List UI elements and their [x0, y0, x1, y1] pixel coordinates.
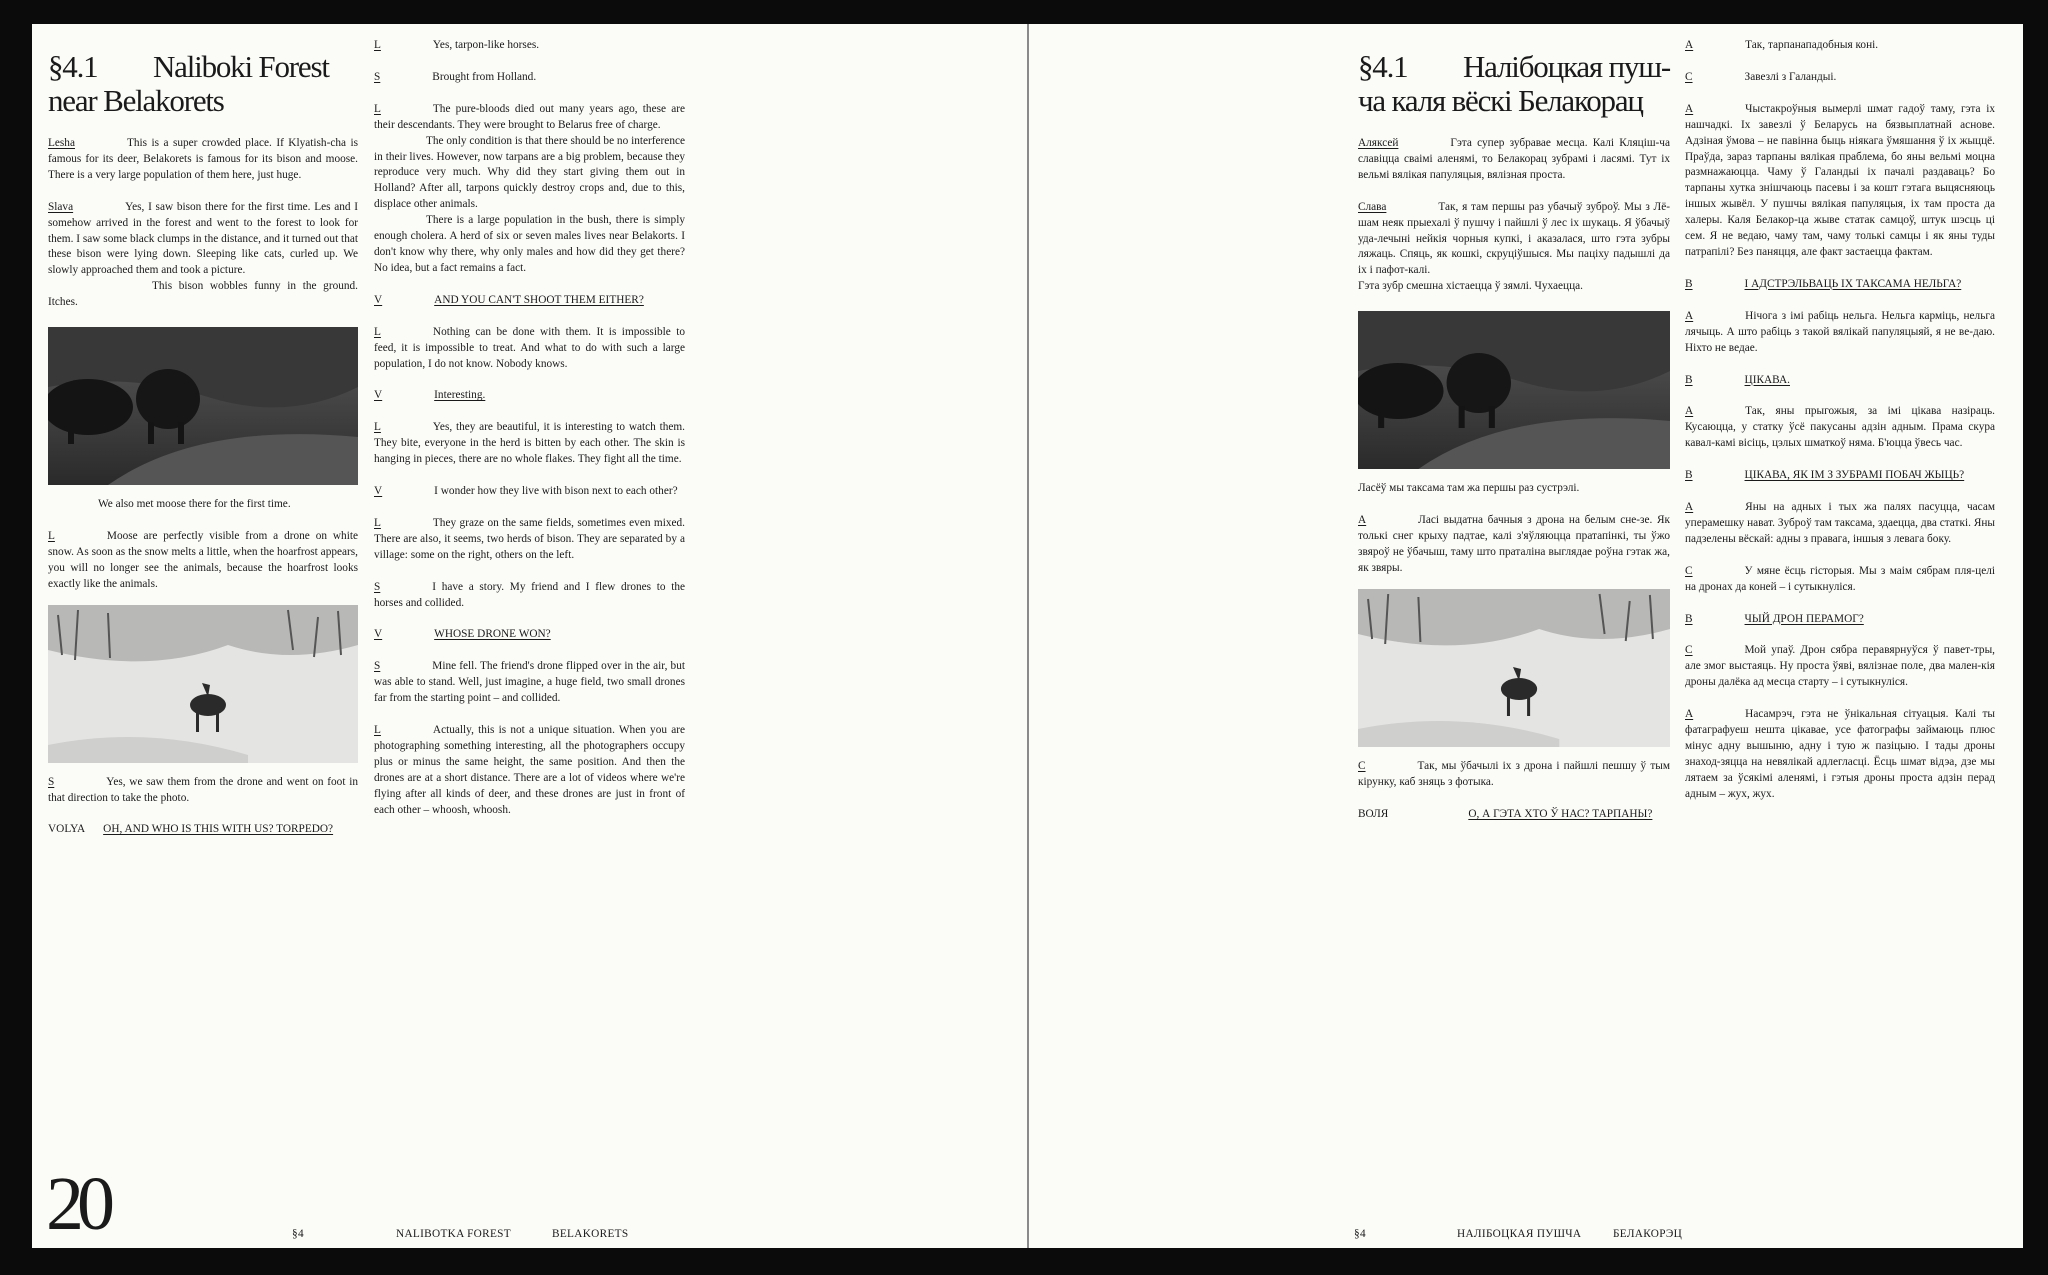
dialogue-text: They graze on the same fields, sometimes even mixed. There are also, it seems, two herds of bison. They are separated by a village: some on the right, others on the left.: [374, 516, 685, 561]
dialogue-text: Brought from Holland.: [432, 70, 537, 83]
dialogue-text: Yes, they are beautiful, it is interesting to watch them. They bite, everyone in the herd is bitten by each other. The skin is hanging in pieces, there are no whole flakes. They fight all the time.: [374, 421, 685, 466]
dialogue-text: Мой упаў. Дрон сябра перавярнуўся ў павет-тры, але змог выстаяць. Ну проста ўяві, вялізнае поле, два мален-кія дроны далёка ад месца старту – і сутыкнуліся.: [1685, 644, 1995, 689]
dialogue-text: The pure-bloods died out many years ago, these are their descendants. They were brought to Belarus free of charge.: [374, 102, 685, 131]
speaker-name: А: [1685, 501, 1694, 514]
dialogue-entry: [1685, 373, 1995, 389]
dialogue-entry: [1685, 102, 1995, 261]
dialogue-entry: [1685, 309, 1995, 357]
speaker-name: V: [374, 389, 383, 402]
speaker-name: А: [1685, 405, 1694, 418]
dialogue-entry: [374, 70, 685, 86]
dialogue-entry: [1358, 807, 1670, 823]
dialogue-entry: [374, 659, 685, 707]
speaker-name: Lesha: [48, 137, 75, 149]
dialogue-entry: [1685, 277, 1995, 293]
speaker-name: А: [1358, 514, 1367, 527]
interviewer-question: AND YOU CAN'T SHOOT THEM EITHER?: [434, 293, 644, 306]
dialogue-text: I wonder how they live with bison next to each other?: [434, 485, 678, 498]
dialogue-entry: [1358, 513, 1670, 577]
interviewer-question: ЦІКАВА.: [1744, 373, 1790, 386]
right-column-1: [1358, 40, 1670, 838]
dialogue-entry: [374, 325, 685, 373]
dialogue-text-continued: There is a large population in the bush, there is simply enough cholera. A herd of six or seven males lives near Belakorts. I don't know why there, why only males and how did they get there? No idea, but a fact remains a fact.: [374, 214, 685, 274]
interviewer-question: ЧЫЙ ДРОН ПЕРАМОГ?: [1744, 612, 1864, 625]
speaker-name: S: [48, 775, 55, 788]
dialogue-entry: [1358, 136, 1670, 184]
speaker-name: Слава: [1358, 200, 1387, 213]
dialogue-text-continued: Гэта зубр смешна хістаецца ў зямлі. Чухаецца.: [1358, 280, 1583, 293]
dialogue-entry: [48, 200, 358, 311]
dialogue-entry: [1685, 564, 1995, 596]
interviewer-question: OH, AND WHO IS THIS WITH US? TORPEDO?: [103, 823, 334, 836]
dialogue-text: Яны на адных і тых жа палях пасуцца, часам уперамешку нават. Зуброў там таксама, здаецца, два статкі. Яны падзелены вёскай: адны з правага, іншыя з левага боку.: [1685, 501, 1995, 545]
speaker-name: А: [1685, 708, 1694, 721]
speaker-name: В: [1685, 612, 1693, 625]
interviewer-question: ЦІКАВА, ЯК ІМ З ЗУБРАМІ ПОБАЧ ЖЫЦЬ?: [1744, 469, 1965, 482]
dialogue-entry: [1685, 500, 1995, 548]
left-page: [32, 24, 1027, 1248]
photo-caption: We also met moose there for the first time.: [98, 498, 291, 511]
running-footer-place: BELAKORETS: [552, 1228, 629, 1240]
dialogue-entry: [374, 102, 685, 277]
speaker-name: А: [1685, 39, 1694, 51]
dialogue-text: Завезлі з Галандыі.: [1744, 70, 1837, 83]
dialogue-entry: [1685, 643, 1995, 691]
moose-photo: [48, 605, 358, 763]
dialogue-text: Yes, tarpon-like horses.: [432, 39, 540, 51]
dialogue-text: Mine fell. The friend's drone flipped over in the air, but was able to stand. Well, just imagine, a huge field, two small drones far from the starting point – and collided.: [374, 660, 685, 705]
dialogue-text: Nothing can be done with them. It is impossible to feed, it is impossible to treat. And what to do with such a large population, I do not know. Nobody knows.: [374, 325, 685, 370]
dialogue-entry: [374, 516, 685, 564]
speaker-name: S: [374, 660, 381, 673]
dialogue-text: Так, я там першы раз убачыў зуброў. Мы з Лё-шам неяк прыехалі ў пушчу і пайшлі ў лес іх шукаць. Я ўбачыў уда-лечыні нейкія чорныя купкі, і аказалася, што гэта зубры ляжаць. Спяць, як кошкі, скруціўшыся. Мы паціху падышлі да іх і пафот-калі.: [1358, 200, 1670, 277]
dialogue-text: Так, яны прыгожыя, за імі цікава назіраць. Кусаюцца, у статку ўсё пакусаны адзін адным. Прама скура кавал-камі вісіць, цэлых шматкоў няма. Б'юцца ўвесь час.: [1685, 405, 1995, 450]
dialogue-text: This is a super crowded place. If Klyatish-cha is famous for its deer, Belakorets is famous for its bison and moose. There is a very large population of them here, just huge.: [48, 137, 358, 181]
dialogue-entry: [1685, 38, 1995, 54]
dialogue-text: Yes, we saw them from the drone and went on foot in that direction to take the photo.: [48, 775, 358, 804]
right-page: [1029, 24, 2023, 1248]
dialogue-text: У мяне ёсць гісторыя. Мы з маім сябрам пля-целі на дронах да коней – і сутыкнуліся.: [1685, 564, 1995, 593]
speaker-name: В: [1685, 277, 1693, 290]
left-column-2: [374, 38, 685, 835]
left-column-1: [48, 40, 358, 854]
running-footer-section: §4: [1354, 1228, 1366, 1240]
dialogue-entry: [48, 775, 358, 807]
dialogue-entry: [1358, 200, 1670, 295]
speaker-name: L: [48, 529, 55, 542]
section-heading: [1358, 50, 1670, 118]
section-title: Налібоцкая пуш-ча каля вёскі Белакорац: [1358, 49, 1671, 118]
dialogue-entry: [374, 580, 685, 612]
speaker-name: Slava: [48, 200, 74, 213]
dialogue-text: Гэта супер зубравае месца. Калі Кляціш-ча славіцца сваімі аленямі, то Белакорац зубрамі і ласямі. Тут іх вельмі вялікая папуляцыя, вялізная проста.: [1358, 137, 1670, 181]
dialogue-text: Чыстакроўныя вымерлі шмат гадоў таму, гэта іх нашчадкі. Іх завезлі ў Беларусь на бязвыплатнай аснове. Адзіная ўмова – не павінна быць ніякага ўмяшання ў іх жыццё. Праўда, зараз тарпаны вялікая праблема, бо яны вельмі моцна размнажаюцца. Чаму ў Галандыі іх пачалі раздаваць? Бо тарпаны хутка знішчаюць пасевы і за кошт гэтага выцясняюць іншых жывёл. У пушчы вялікая папуляцыя, іх там проста да халеры. Каля Белакор-ца жыве статак самцоў, штук шэсць ці сем. Я не ведаю, чаму там, чаму толькі самцы і як яны туды патрапілі? Без паняцця, але факт застаецца фактам.: [1685, 102, 1995, 258]
speaker-name: V: [374, 485, 383, 498]
dialogue-text: Так, мы ўбачылі іх з дрона і пайшлі пешшу ў тым кірунку, каб зняць з фотыка.: [1358, 759, 1670, 788]
speaker-name: А: [1685, 309, 1694, 322]
dialogue-entry: [48, 529, 358, 593]
right-column-2: [1685, 38, 1995, 819]
speaker-name: С: [1685, 564, 1693, 577]
section-number: §4.1: [1358, 49, 1408, 84]
speaker-name: Аляксей: [1358, 137, 1399, 149]
speaker-name: С: [1358, 759, 1366, 772]
dialogue-text: I have a story. My friend and I flew drones to the horses and collided.: [374, 580, 685, 609]
dialogue-text: Нічога з імі рабіць нельга. Нельга карміць, нельга лячыць. А што рабіць з такой вялікай папуляцыяй, я не ве-даю. Ніхто не ведае.: [1685, 309, 1995, 354]
photo-caption: Ласёў мы таксама там жа першы раз сустрэлі.: [1358, 482, 1580, 495]
interviewer-question: Interesting.: [434, 389, 486, 402]
speaker-name: В: [1685, 469, 1693, 482]
speaker-name: V: [374, 293, 383, 306]
dialogue-text: Ласі выдатна бачныя з дрона на белым сне-зе. Як толькі снег крыху падтае, калі з'яўляюцца пратапінкі, ты ўжо звяроў не ўбачыш, таму што праталіна выглядае роўна гэтак жа, як звяры.: [1358, 514, 1670, 574]
running-footer-chapter: NALIBOTKA FOREST: [396, 1228, 511, 1240]
interviewer-question: І АДСТРЭЛЬВАЦЬ ІХ ТАКСАМА НЕЛЬГА?: [1744, 277, 1962, 290]
running-footer-section: §4: [292, 1228, 304, 1240]
dialogue-entry: [1685, 404, 1995, 452]
interviewer-question: WHOSE DRONE WON?: [434, 628, 551, 641]
dialogue-entry: [374, 627, 685, 643]
dialogue-entry: [374, 723, 685, 818]
dialogue-entry: [1685, 612, 1995, 628]
speaker-name: С: [1685, 70, 1693, 83]
dialogue-entry: [1685, 707, 1995, 802]
dialogue-entry: [48, 822, 358, 838]
dialogue-entry: [374, 38, 685, 54]
section-number: §4.1: [48, 49, 98, 84]
moose-photo: [1358, 589, 1670, 747]
speaker-name: V: [374, 628, 383, 641]
dialogue-text: Насамрэч, гэта не ўнікальная сітуацыя. Калі ты фатаграфуеш нешта цікавае, усе фатографы займаюць плюс мінус адну вышыню, адну і тую ж пазіцыю. І тады дроны знаход-зяцца на невялікай адлегласці. Ёсць шмат відэа, дзе мы лятаем за ўсякімі аленямі, і гэтыя дроны проста адзін перад адным – жух, жух.: [1685, 708, 1995, 800]
running-footer-place: БЕЛАКОРЭЦ: [1613, 1228, 1683, 1240]
interviewer-question: О, А ГЭТА ХТО Ў НАС? ТАРПАНЫ?: [1468, 807, 1653, 820]
dialogue-text-continued: This bison wobbles funny in the ground. Itches.: [48, 280, 358, 309]
speaker-name: А: [1685, 102, 1694, 115]
bison-photo: [1358, 311, 1670, 469]
speaker-name: С: [1685, 644, 1693, 657]
speaker-name: ВОЛЯ: [1358, 807, 1389, 820]
dialogue-entry: [374, 420, 685, 468]
dialogue-entry: [1685, 468, 1995, 484]
speaker-name: L: [374, 724, 381, 737]
speaker-name: L: [374, 421, 381, 434]
speaker-name: В: [1685, 373, 1693, 386]
dialogue-text-continued: The only condition is that there should be no interference in their lives. However, now tarpans are a big problem, because they reproduce very much. Why did they start giving them out in Holland? After all, tarpons quickly destroy crops and, due to this, displace other animals.: [374, 134, 685, 211]
section-title: Naliboki Forest near Belakorets: [48, 49, 329, 118]
dialogue-entry: [1358, 759, 1670, 791]
dialogue-entry: [1685, 70, 1995, 86]
speaker-name: VOLYA: [48, 823, 86, 836]
speaker-name: L: [374, 325, 381, 338]
dialogue-entry: [374, 388, 685, 404]
dialogue-text: Так, тарпанападобныя коні.: [1745, 39, 1879, 51]
dialogue-text: Actually, this is not a unique situation. When you are photographing something interesting, all the photographers occupy plus or minus the same height, the same position. And then the drones are at a short distance. There are a lot of videos where we're flying after all kinds of deer, and these drones are just in front of each other – whoosh, whoosh.: [374, 724, 685, 816]
dialogue-entry: [374, 484, 685, 500]
dialogue-text: Moose are perfectly visible from a drone on white snow. As soon as the snow melts a little, when the hoarfrost appears, you will no longer see the animals, because the hoarfrost looks exactly like the animals.: [48, 529, 358, 590]
dialogue-entry: [48, 136, 358, 184]
page-number: 20: [46, 1162, 108, 1246]
bison-photo: [48, 327, 358, 485]
dialogue-entry: [374, 293, 685, 309]
speaker-name: L: [374, 516, 381, 529]
dialogue-text: Yes, I saw bison there for the first time. Les and I somehow arrived in the forest and went to the forest to look for them. I saw some black clumps in the distance, and it turned out that these bison were lying down. Sleeping like cats, curled up. We slowly approached them and took a picture.: [48, 200, 358, 277]
section-heading: [48, 50, 358, 118]
speaker-name: L: [374, 39, 381, 51]
running-footer-chapter: НАЛІБОЦКАЯ ПУШЧА: [1457, 1228, 1582, 1240]
speaker-name: S: [374, 580, 381, 593]
speaker-name: S: [374, 70, 381, 83]
speaker-name: L: [374, 102, 381, 115]
